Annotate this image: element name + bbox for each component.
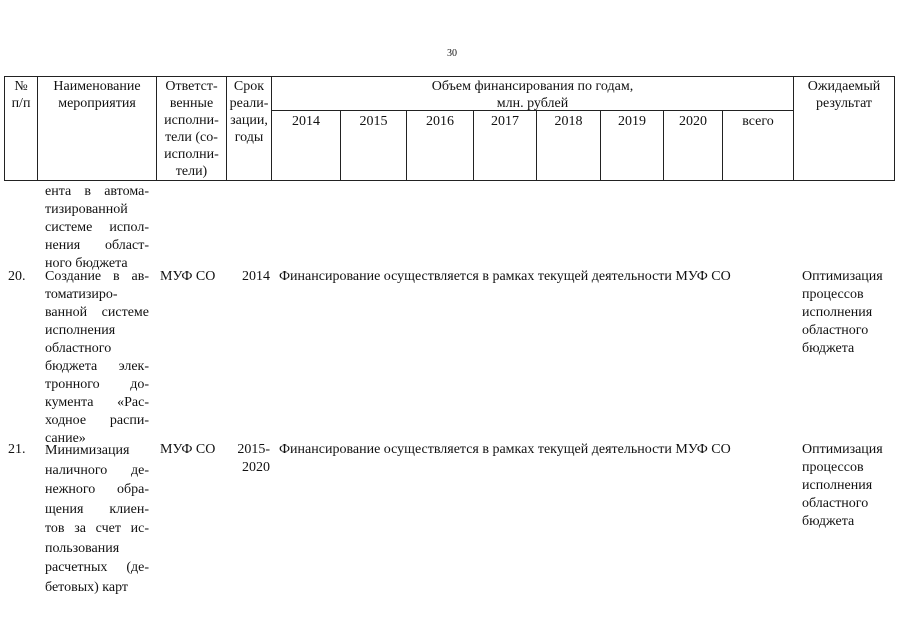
header-year-2020: 2020 <box>679 114 707 129</box>
page-number: 30 <box>447 48 457 59</box>
header-total: всего <box>742 114 774 129</box>
header-year-2018: 2018 <box>554 114 583 129</box>
header-year-2014: 2014 <box>292 114 320 129</box>
row-20-financing: Финансирование осуществляется в рамках текущей деятельности МУФ СО <box>279 269 731 284</box>
header-financing-title: Объем финансирования по годам, млн. рублей <box>431 79 634 111</box>
row-21-name: Минимизация наличного де- нежного обра- щения клиен- тов за счет ис- пользования расчетных (де- бетовых) карт <box>45 443 149 595</box>
row-21-responsible: МУФ СО <box>160 442 216 457</box>
row-21-number: 21. <box>8 442 26 457</box>
row-20-number: 20. <box>8 269 26 284</box>
header-year-2016: 2016 <box>426 114 454 129</box>
row-20-result: Оптимизация процессов исполнения областного бюджета <box>802 269 883 356</box>
header-result: Ожидаемый результат <box>807 79 881 111</box>
header-num: № п/п <box>11 79 31 111</box>
col-border <box>894 76 895 181</box>
header-year-2019: 2019 <box>618 114 646 129</box>
previous-row-continuation: ента в автома- тизированной системе испол- нения област- ного бюджета <box>45 184 149 271</box>
row-20-name: Создание в ав- томатизиро- ванной системе исполнения областного бюджета элек- тронного до- кумента «Рас- ходное распи- сание» <box>45 269 149 446</box>
row-21-term: 2015- 2020 <box>237 442 270 475</box>
header-year-2017: 2017 <box>491 114 519 129</box>
row-20-responsible: МУФ СО <box>160 269 216 284</box>
row-21-financing: Финансирование осуществляется в рамках текущей деятельности МУФ СО <box>279 442 731 457</box>
header-responsible: Ответст- венные исполни- тели (со- исполни- тели) <box>164 79 219 179</box>
row-21-result: Оптимизация процессов исполнения областного бюджета <box>802 442 883 529</box>
header-name: Наименование мероприятия <box>53 79 141 111</box>
header-year-2015: 2015 <box>359 114 388 129</box>
row-20-term: 2014 <box>242 269 270 284</box>
header-bottom-border <box>4 180 894 181</box>
header-term: Срок реали- зации, годы <box>229 79 269 145</box>
table-top-border <box>4 76 894 77</box>
